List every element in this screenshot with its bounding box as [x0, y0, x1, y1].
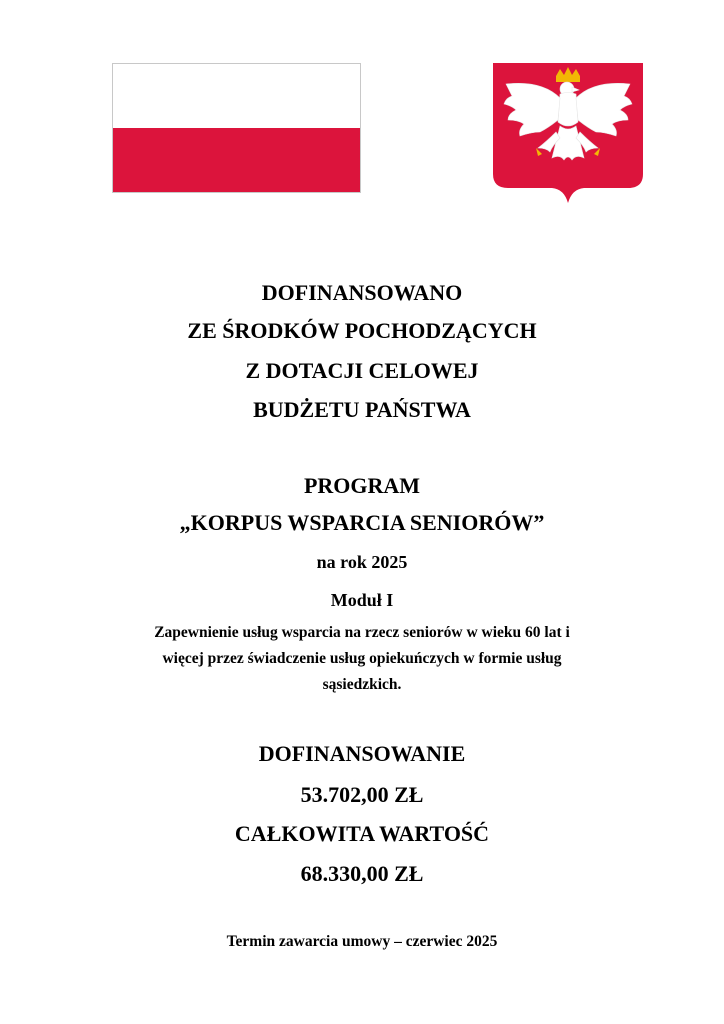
contract-term: Termin zawarcia umowy – czerwiec 2025 — [226, 933, 498, 950]
program-description-line-1: Zapewnienie usług wsparcia na rzecz seniorów w wieku 60 lat i — [154, 624, 570, 641]
program-description-line-2: więcej przez świadczenie usług opiekuńczych w formie usług — [162, 650, 562, 667]
polish-flag — [112, 63, 361, 193]
total-value-label: CAŁKOWITA WARTOŚĆ — [234, 821, 490, 846]
program-module: Moduł I — [330, 590, 394, 610]
white-eagle-icon — [492, 62, 644, 204]
program-year: na rok 2025 — [316, 552, 408, 572]
funding-amount: 53.702,00 ZŁ — [300, 782, 424, 807]
polish-coat-of-arms-emblem — [492, 62, 644, 204]
program-label: PROGRAM — [303, 473, 421, 498]
total-value-amount: 68.330,00 ZŁ — [300, 861, 424, 886]
heading-line-3: Z DOTACJI CELOWEJ — [245, 358, 479, 383]
funding-label: DOFINANSOWANIE — [258, 741, 466, 766]
heading-line-2: ZE ŚRODKÓW POCHODZĄCYCH — [187, 318, 537, 343]
flag-red-stripe — [113, 128, 360, 192]
heading-line-1: DOFINANSOWANO — [261, 280, 463, 305]
heading-line-4: BUDŻETU PAŃSTWA — [253, 397, 471, 422]
program-description-line-3: sąsiedzkich. — [322, 676, 402, 693]
flag-white-stripe — [113, 64, 360, 128]
program-name: „KORPUS WSPARCIA SENIORÓW” — [179, 510, 545, 535]
